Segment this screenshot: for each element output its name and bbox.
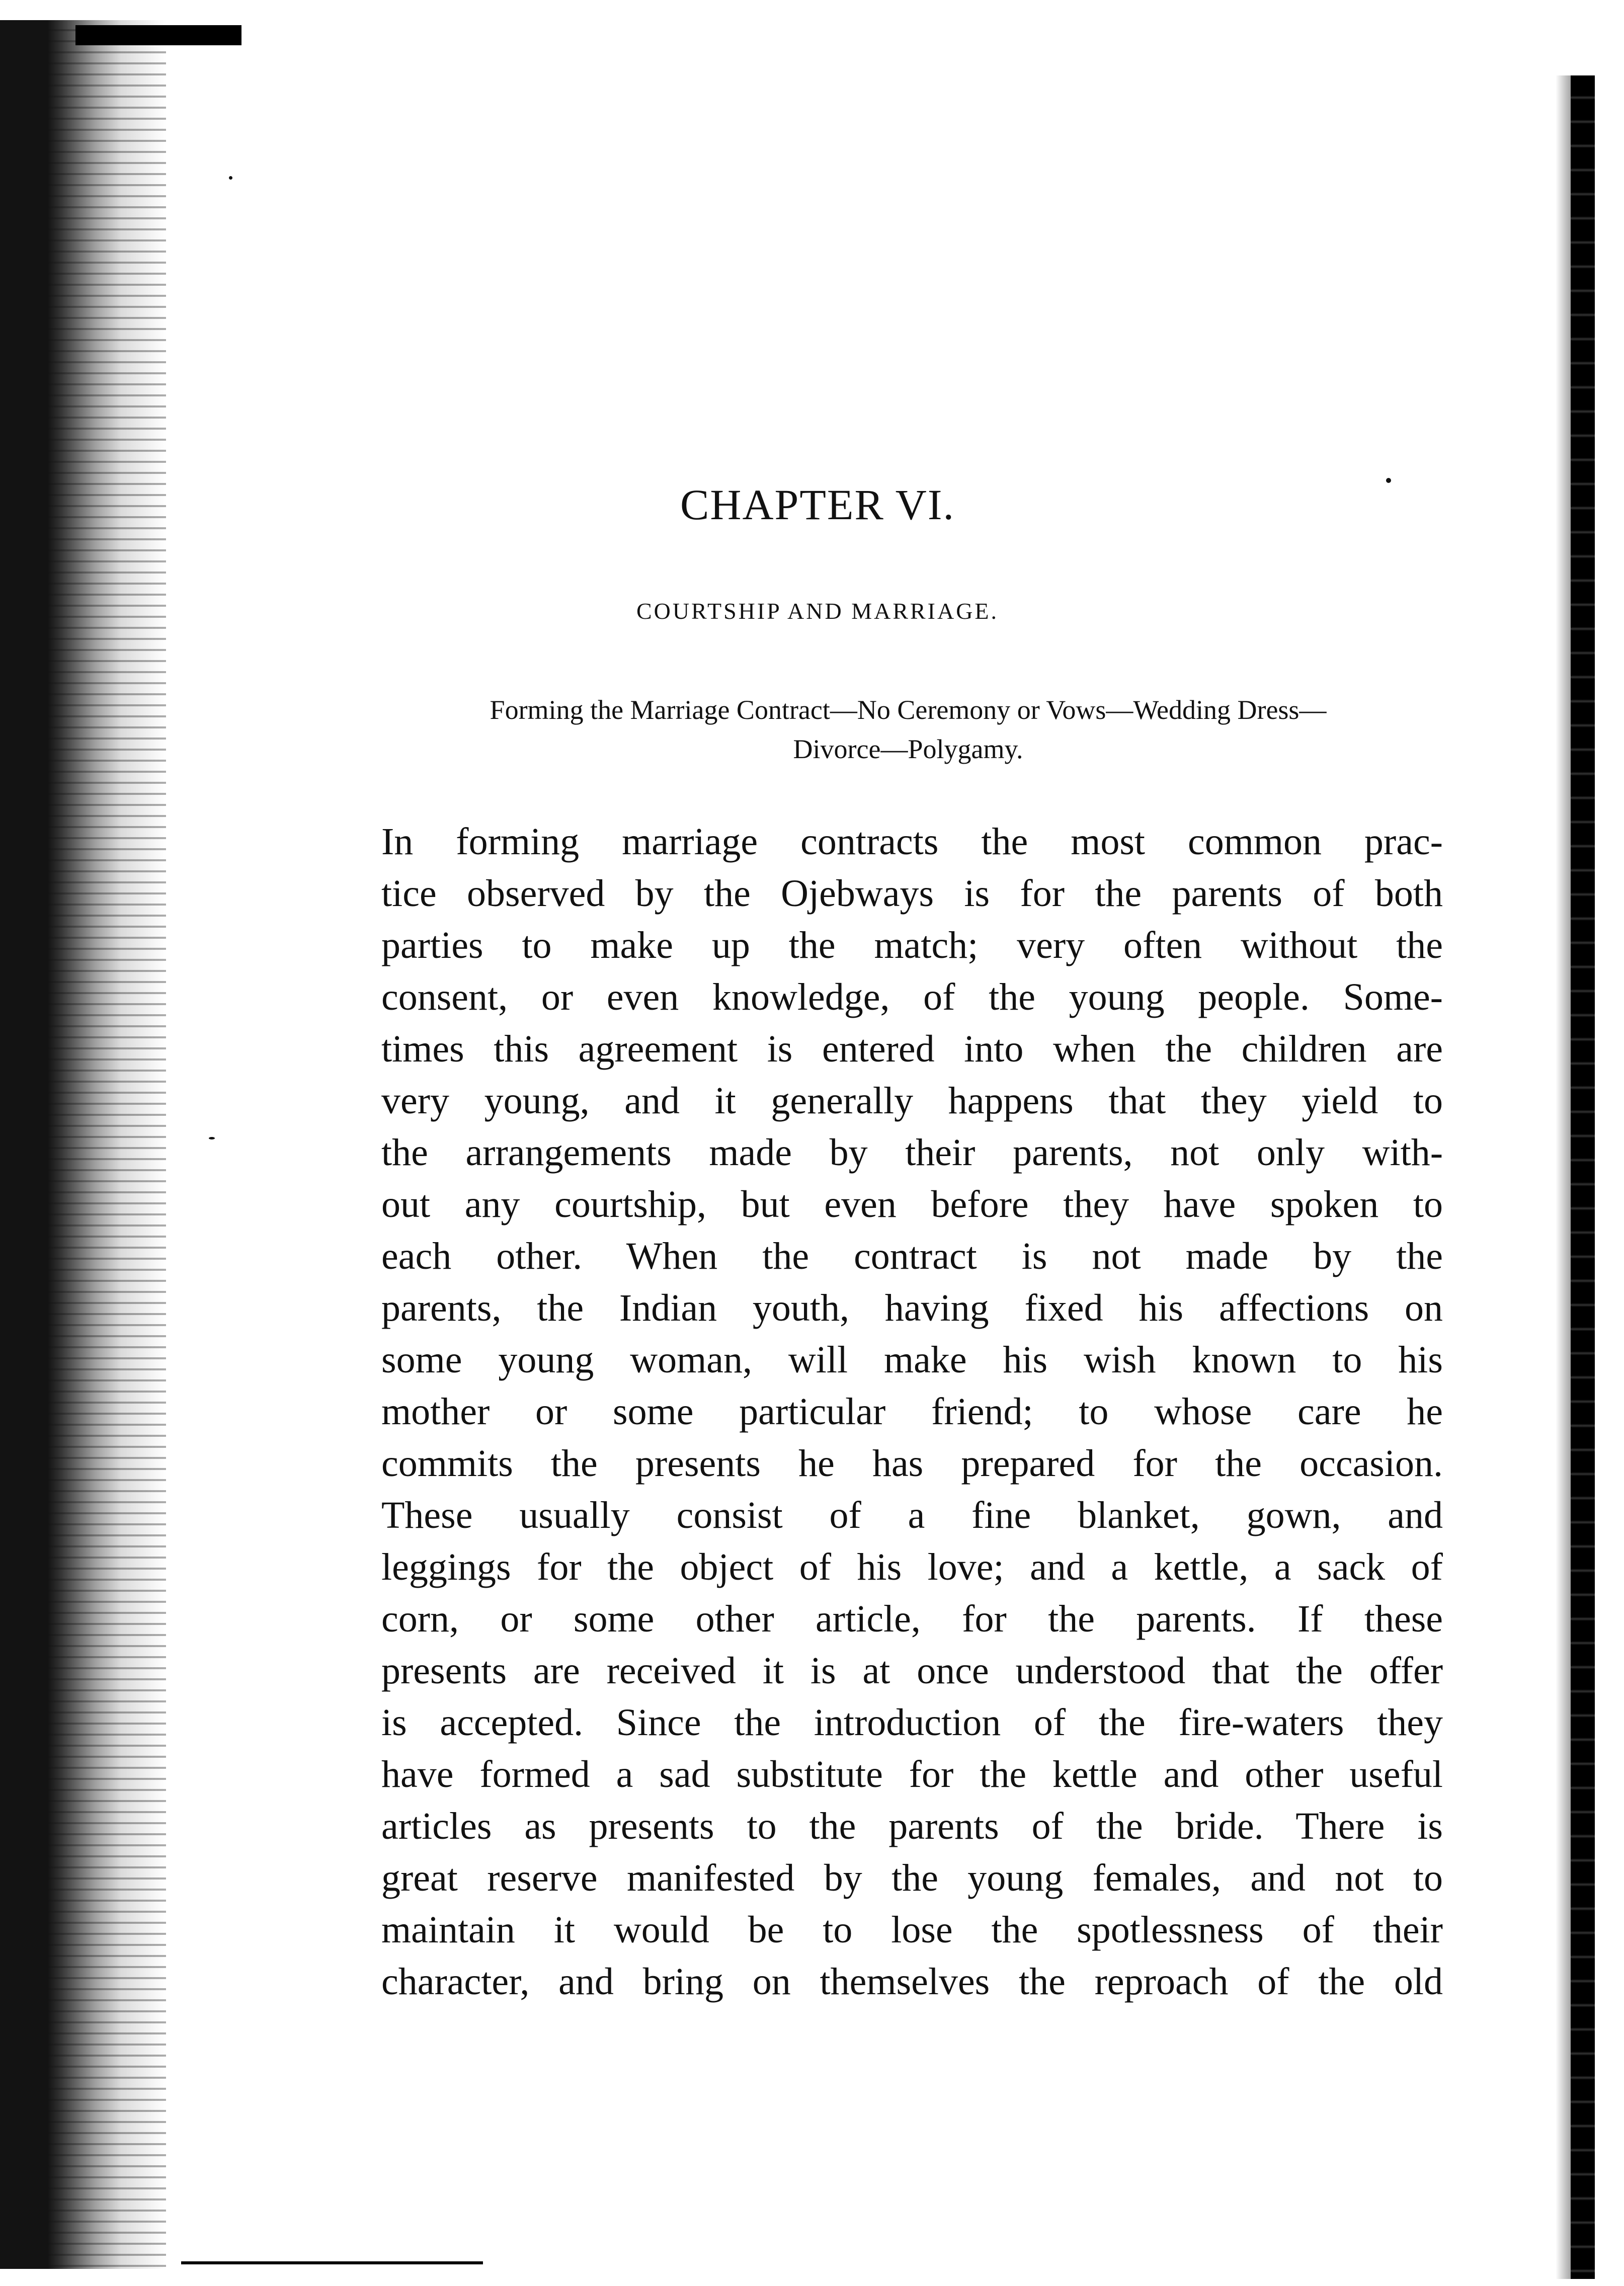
chapter-summary: [382, 690, 1434, 769]
right-edge-shade: [1556, 75, 1571, 2279]
scan-speck: [209, 1137, 215, 1139]
text-line: parties to make up the match; very often without the: [381, 924, 1443, 966]
text-line: These usually consist of a fine blanket, gown, and: [381, 1494, 1443, 1536]
text-line: consent, or even knowledge, of the young people. Some-: [381, 976, 1443, 1018]
text-line: maintain it would be to lose the spotlessness of their: [381, 1909, 1443, 1951]
text-line: very young, and it generally happens that they yield to: [381, 1080, 1443, 1122]
left-binding-top-mark: [75, 25, 241, 45]
text-line: tice observed by the Ojebways is for the parents of both: [381, 872, 1443, 915]
text-line: commits the presents he has prepared for the occasion.: [381, 1442, 1443, 1485]
left-binding-shadow: [0, 20, 166, 2269]
text-line: leggings for the object of his love; and a kettle, a sack of: [381, 1546, 1443, 1588]
bottom-binding-mark: [181, 2261, 483, 2264]
right-binding-shadow: [1571, 75, 1595, 2279]
summary-line: Forming the Marriage Contract—No Ceremony or Vows—Wedding Dress—: [490, 695, 1327, 725]
text-line: corn, or some other article, for the parents. If these: [381, 1598, 1443, 1640]
text-line: each other. When the contract is not made by the: [381, 1235, 1443, 1277]
text-line: parents, the Indian youth, having fixed his affections on: [381, 1287, 1443, 1329]
text-line: out any courtship, but even before they have spoken to: [381, 1183, 1443, 1226]
text-line: mother or some particular friend; to whose care he: [381, 1391, 1443, 1433]
text-line: some young woman, will make his wish known to his: [381, 1339, 1443, 1381]
summary-line: Divorce—Polygamy.: [793, 734, 1023, 764]
text-line: times this agreement is entered into when the children are: [381, 1028, 1443, 1070]
scan-speck: [1386, 478, 1391, 483]
text-line: great reserve manifested by the young females, and not to: [381, 1857, 1443, 1899]
body-text: [381, 816, 1443, 2008]
text-line: have formed a sad substitute for the kettle and other useful: [381, 1753, 1443, 1795]
text-line: In forming marriage contracts the most common prac-: [381, 821, 1443, 863]
scan-speck: [229, 176, 232, 180]
text-line: the arrangements made by their parents, not only with-: [381, 1131, 1443, 1174]
chapter-title: CHAPTER VI.: [680, 480, 955, 529]
text-line: is accepted. Since the introduction of the fire-waters they: [381, 1701, 1443, 1744]
text-line: character, and bring on themselves the reproach of the old: [381, 1961, 1443, 2003]
text-line: articles as presents to the parents of the bride. There is: [381, 1805, 1443, 1847]
chapter-subtitle: COURTSHIP AND MARRIAGE.: [636, 598, 999, 624]
text-line: presents are received it is at once understood that the offer: [381, 1650, 1443, 1692]
